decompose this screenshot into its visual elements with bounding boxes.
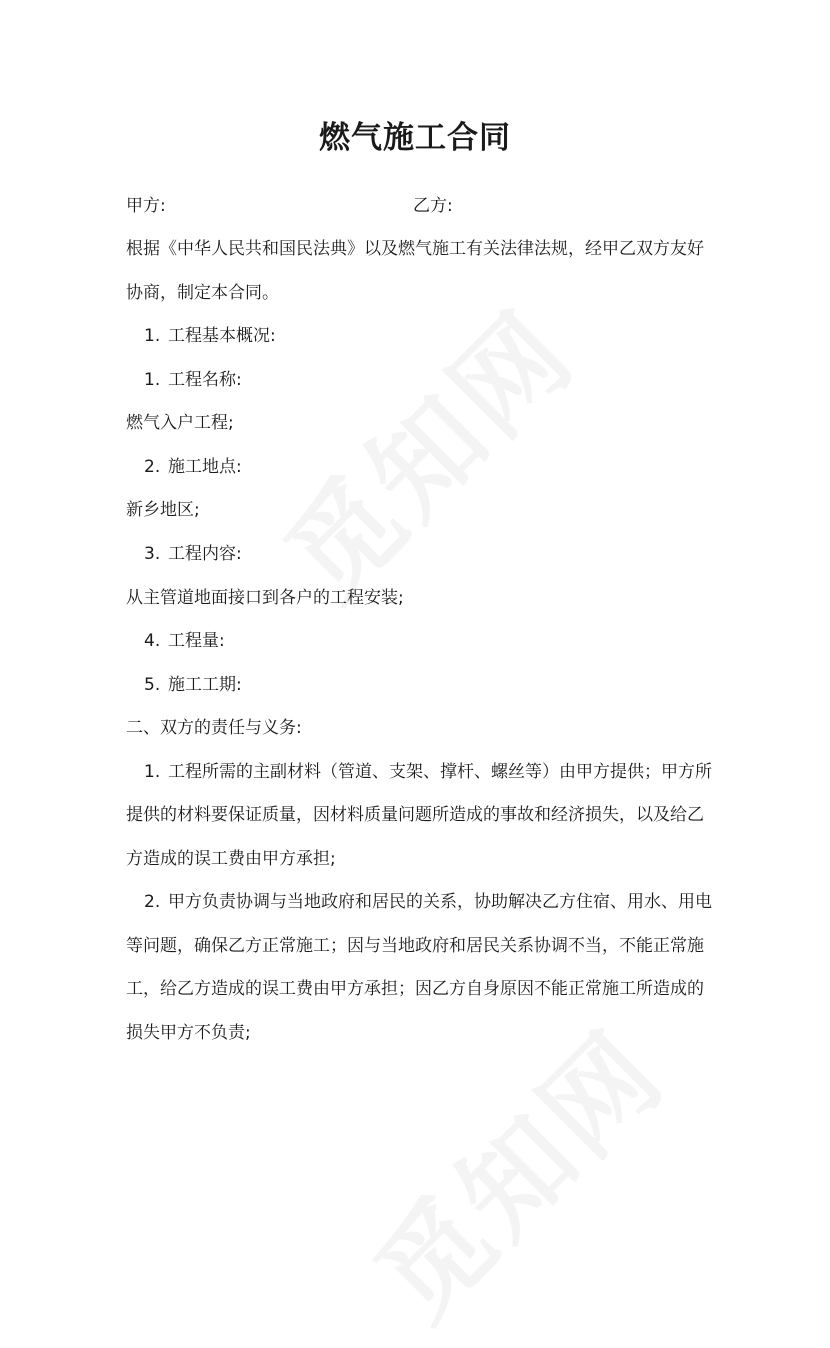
item-label: 工程内容: (168, 544, 242, 564)
party-a-label: 甲方: (126, 196, 166, 216)
paragraph-text: 甲方负责协调与当地政府和居民的关系，协助解决乙方住宿、用水、用电 (168, 892, 712, 912)
responsibility-1-line-2: 提供的材料要保证质量，因材料质量问题所造成的事故和经济损失，以及给乙 (126, 805, 704, 825)
section-1-heading (144, 325, 276, 347)
item-number: 3. (144, 544, 161, 564)
item-label: 工程量: (168, 631, 225, 651)
item-quantity (144, 630, 225, 652)
intro-text-line-1: 根据《中华人民共和国民法典》以及燃气施工有关法律法规，经甲乙双方友好 (126, 239, 704, 259)
watermark (245, 270, 603, 628)
item-number: 2. (144, 892, 161, 912)
document-title: 燃气施工合同 (319, 120, 511, 156)
party-b-label: 乙方: (413, 196, 453, 216)
item-number: 1. (144, 370, 161, 390)
item-number: 4. (144, 631, 161, 651)
responsibility-2-line-3: 工，给乙方造成的误工费由甲方承担；因乙方自身原因不能正常施工所造成的 (126, 979, 704, 999)
intro-text-line-2: 协商，制定本合同。 (126, 283, 279, 303)
paragraph-text: 工程所需的主副材料（管道、支架、撑杆、螺丝等）由甲方提供；甲方所 (168, 762, 712, 782)
responsibility-2-line-1 (144, 891, 712, 913)
responsibility-2-line-2: 等问题，确保乙方正常施工；因与当地政府和居民关系协调不当，不能正常施 (126, 936, 704, 956)
section-1-text: 工程基本概况: (168, 326, 276, 346)
location-value: 新乡地区; (126, 500, 200, 520)
project-name-value: 燃气入户工程; (126, 413, 234, 433)
responsibility-2-line-4: 损失甲方不负责; (126, 1023, 251, 1043)
item-number: 1. (144, 762, 161, 782)
item-label: 工程名称: (168, 370, 242, 390)
item-project-name (144, 369, 242, 391)
responsibility-1-line-1 (144, 761, 712, 783)
item-label: 施工地点: (168, 457, 242, 477)
item-location (144, 456, 242, 478)
content-value: 从主管道地面接口到各户的工程安装; (126, 588, 404, 608)
section-1-number: 1. (144, 326, 161, 346)
responsibility-1-line-3: 方造成的误工费由甲方承担; (126, 849, 336, 869)
item-content (144, 543, 242, 565)
item-number: 5. (144, 675, 161, 695)
item-number: 2. (144, 457, 161, 477)
watermark (335, 990, 693, 1348)
item-period (144, 674, 242, 696)
item-label: 施工工期: (168, 675, 242, 695)
section-2-heading: 二、双方的责任与义务: (126, 718, 302, 738)
